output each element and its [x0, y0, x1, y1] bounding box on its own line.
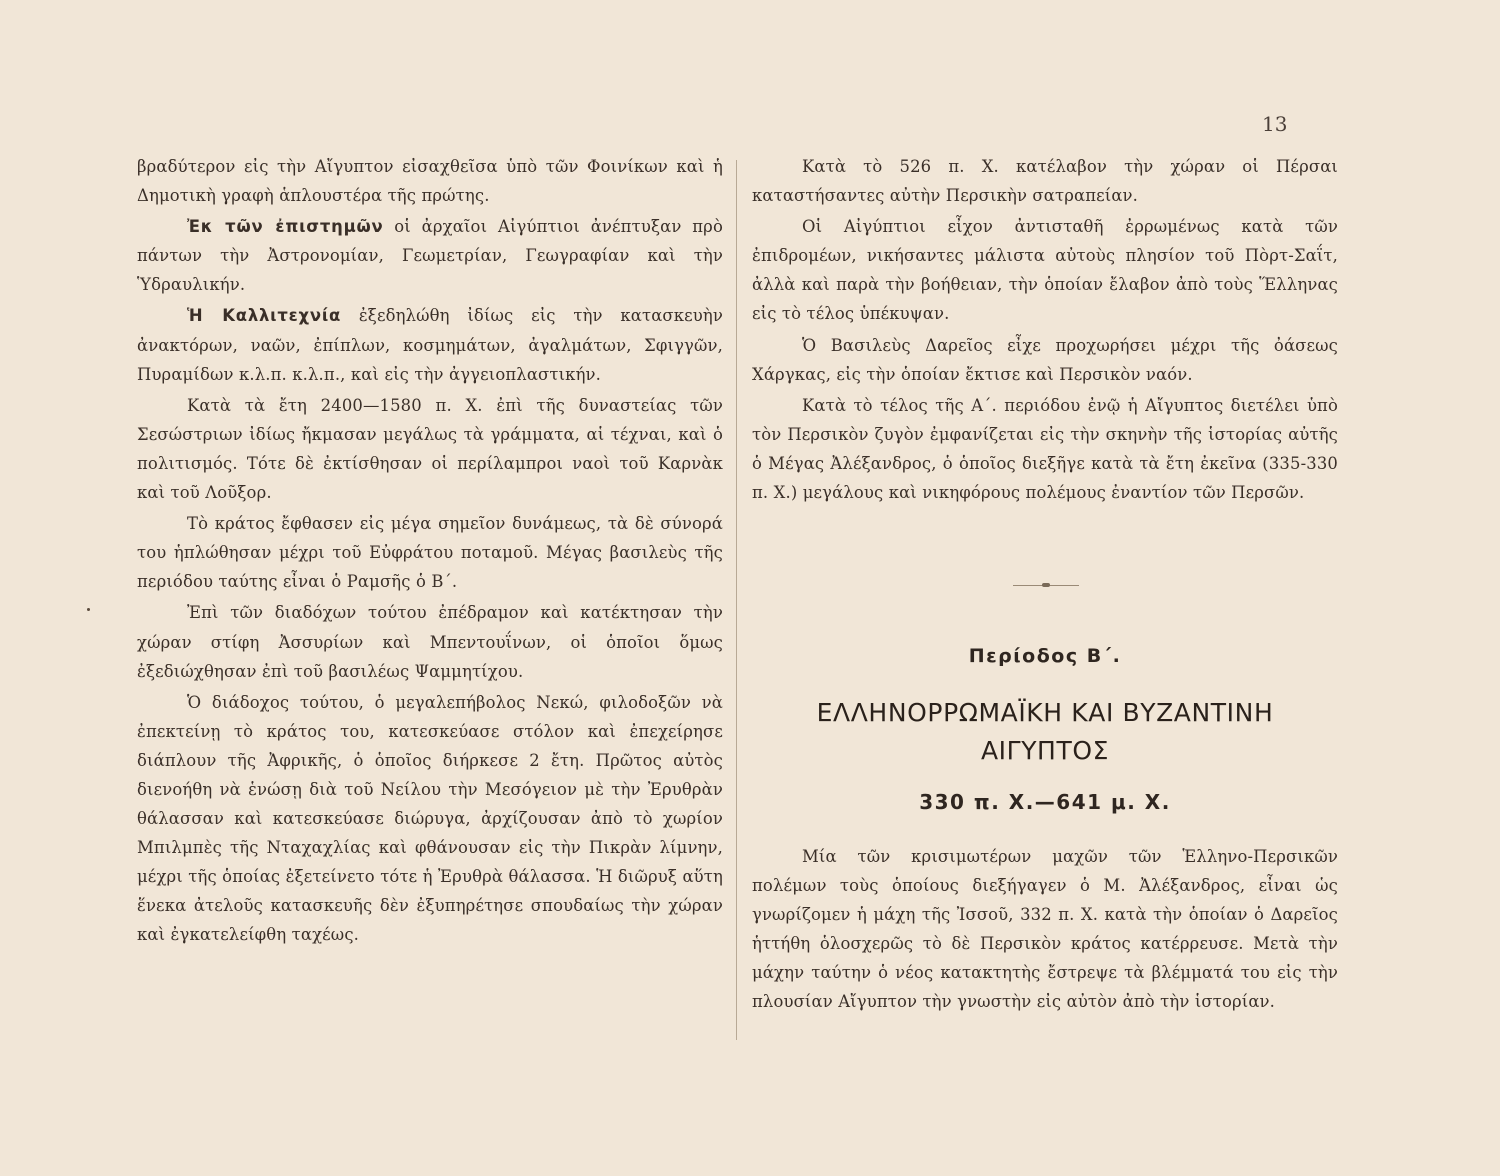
- right-paragraph-2: Οἱ Αἰγύπτιοι εἶχον ἀντισταθῆ ἐρρωμένως κατὰ τῶν ἐπιδρομέων, νικήσαντες μάλιστα αὐτοὺς πλησίον τοῦ Πὸρτ-Σαΐτ, ἀλλὰ καὶ παρὰ τὴν βοήθειαν, τὴν ὁποίαν ἔλαβον ἀπὸ τοὺς Ἕλληνας εἰς τὸ τέλος ὑπέκυψαν.: [752, 217, 1338, 324]
- section-paragraph-1: Μία τῶν κρισιμωτέρων μαχῶν τῶν Ἑλληνο-Περσικῶν πολέμων τοὺς ὁποίους διεξήγαγεν ὁ Μ. Ἀλέξανδρος, εἶναι ὡς γνωρίζομεν ἡ μάχη τῆς Ἰσσοῦ, 332 π. Χ. κατὰ τὴν ὁποίαν ὁ Δαρεῖος ἡττήθη ὁλοσχερῶς τὸ δὲ Περσικὸν κράτος κατέρρευσε. Μετὰ τὴν μάχην ταύτην ὁ νέος κατακτητὴς ἔστρεψε τὰ βλέμματά του εἰς τὴν πλουσίαν Αἴγυπτον τὴν γνωστὴν εἰς αὐτὸν ἀπὸ τὴν ἱστορίαν.: [752, 847, 1338, 1012]
- ornament-dot: [1042, 583, 1050, 587]
- section-label: Περίοδος Β΄.: [968, 645, 1122, 667]
- right-paragraph-3: Ὁ Βασιλεὺς Δαρεῖος εἶχε προχωρήσει μέχρι τῆς ὀάσεως Χάργκας, εἰς τὴν ὁποίαν ἔκτισε καὶ Περσικὸν ναόν.: [752, 335, 1338, 384]
- stray-mark: [87, 608, 90, 611]
- right-paragraph-1: Κατὰ τὸ 526 π. Χ. κατέλαβον τὴν χώραν οἱ Πέρσαι καταστήσαντες αὐτὴν Περσικὴν σατραπείαν.: [752, 157, 1338, 206]
- page-number: 13: [1262, 112, 1288, 136]
- arts-text: ἐξεδηλώθη ἰδίως εἰς τὴν κατασκευὴν ἀνακτόρων, ναῶν, ἐπίπλων, κοσμημάτων, ἀγαλμάτων, Σφιγγῶν, Πυραμίδων κ.λ.π. κ.λ.π., καὶ εἰς τὴν ἀγγειοπλαστικήν.: [137, 306, 723, 384]
- section-ornament: [1013, 585, 1079, 587]
- left-paragraph-2: [137, 212, 723, 299]
- section-dates: 330 π. Χ.—641 μ. Χ.: [919, 790, 1171, 814]
- left-paragraph-3: [137, 301, 723, 388]
- left-paragraph-1: βραδύτερον εἰς τὴν Αἴγυπτον εἰσαχθεῖσα ὑπὸ τῶν Φοινίκων καὶ ἡ Δημοτικὴ γραφὴ ἁπλουστέρα τῆς πρώτης.: [137, 157, 723, 206]
- left-column: [137, 152, 723, 950]
- section-title-line-1: ΕΛΛΗΝΟΡΡΩΜΑΪΚΗ ΚΑΙ ΒΥΖΑΝΤΙΝΗ: [816, 698, 1274, 727]
- sciences-lead: Ἐκ τῶν ἐπιστημῶν: [187, 217, 384, 237]
- section-body: [752, 842, 1338, 1017]
- section-title-line-2: ΑΙΓΥΠΤΟΣ: [980, 736, 1110, 765]
- right-paragraph-4: Κατὰ τὸ τέλος τῆς Α΄. περιόδου ἐνῷ ἡ Αἴγυπτος διετέλει ὑπὸ τὸν Περσικὸν ζυγὸν ἐμφανίζεται εἰς τὴν σκηνὴν τῆς ἱστορίας αὐτῆς ὁ Μέγας Ἀλέξανδρος, ὁ ὁποῖος διεξῆγε κατὰ τὰ ἔτη ἐκεῖνα (335-330 π. Χ.) μεγάλους καὶ νικηφόρους πολέμους ἐναντίον τῶν Περσῶν.: [752, 395, 1338, 503]
- left-paragraph-5: Τὸ κράτος ἔφθασεν εἰς μέγα σημεῖον δυνάμεως, τὰ δὲ σύνορά του ἡπλώθησαν μέχρι τοῦ Εὐφράτου ποταμοῦ. Μέγας βασιλεὺς τῆς περιόδου ταύτης εἶναι ὁ Ραμσῆς ὁ Β΄.: [137, 514, 723, 592]
- left-paragraph-7: Ὁ διάδοχος τούτου, ὁ μεγαλεπήβολος Νεκώ, φιλοδοξῶν νὰ ἐπεκτείνῃ τὸ κράτος του, κατεσκεύασε στόλον καὶ ἐπεχείρησε διάπλουν τῆς Ἀφρικῆς, ὁ ὁποῖος διήρκεσε 2 ἔτη. Πρῶτος αὐτὸς διενοήθη νὰ ἑνώσῃ διὰ τοῦ Νείλου τὴν Μεσόγειον μὲ τὴν Ἐρυθρὰν θάλασσαν καὶ κατεσκεύασε διώρυγα, ἀρχίζουσαν ἀπὸ τὸ χωρίον Μπιλμπὲς τῆς Νταχαχλίας καὶ φθάνουσαν εἰς τὴν Πικρὰν λίμνην, μέχρι τῆς ὁποίας ἐξετείνετο τότε ἡ Ἐρυθρὰ θάλασσα. Ἡ διῶρυξ αὕτη ἕνεκα ἀτελοῦς κατασκευῆς δὲν ἐξυπηρέτησε σπουδαίως τὴν χώραν καὶ ἐγκατελείφθη ταχέως.: [137, 692, 723, 945]
- arts-lead: Ἡ Καλλιτεχνία: [187, 306, 342, 326]
- right-column: [752, 152, 1338, 507]
- sciences-text: οἱ ἀρχαῖοι Αἰγύπτιοι ἀνέπτυξαν πρὸ πάντων τὴν Ἀστρονομίαν, Γεωμετρίαν, Γεωγραφίαν καὶ τὴν Ὑδραυλικήν.: [137, 217, 723, 295]
- section-title: [752, 694, 1338, 770]
- left-paragraph-4: Κατὰ τὰ ἔτη 2400—1580 π. Χ. ἐπὶ τῆς δυναστείας τῶν Σεσώστριων ἰδίως ἤκμασαν μεγάλως τὰ γράμματα, αἱ τέχναι, καὶ ὁ πολιτισμός. Τότε δὲ ἐκτίσθησαν οἱ περίλαμπροι ναοὶ τοῦ Καρνὰκ καὶ τοῦ Λοῦξορ.: [137, 395, 723, 503]
- column-divider: [736, 160, 737, 1040]
- left-paragraph-6: Ἐπὶ τῶν διαδόχων τούτου ἐπέδραμον καὶ κατέκτησαν τὴν χώραν στίφη Ἀσσυρίων καὶ Μπεντουΐνων, οἱ ὁποῖοι ὅμως ἐξεδιώχθησαν ἐπὶ τοῦ βασιλέως Ψαμμητίχου.: [137, 603, 723, 681]
